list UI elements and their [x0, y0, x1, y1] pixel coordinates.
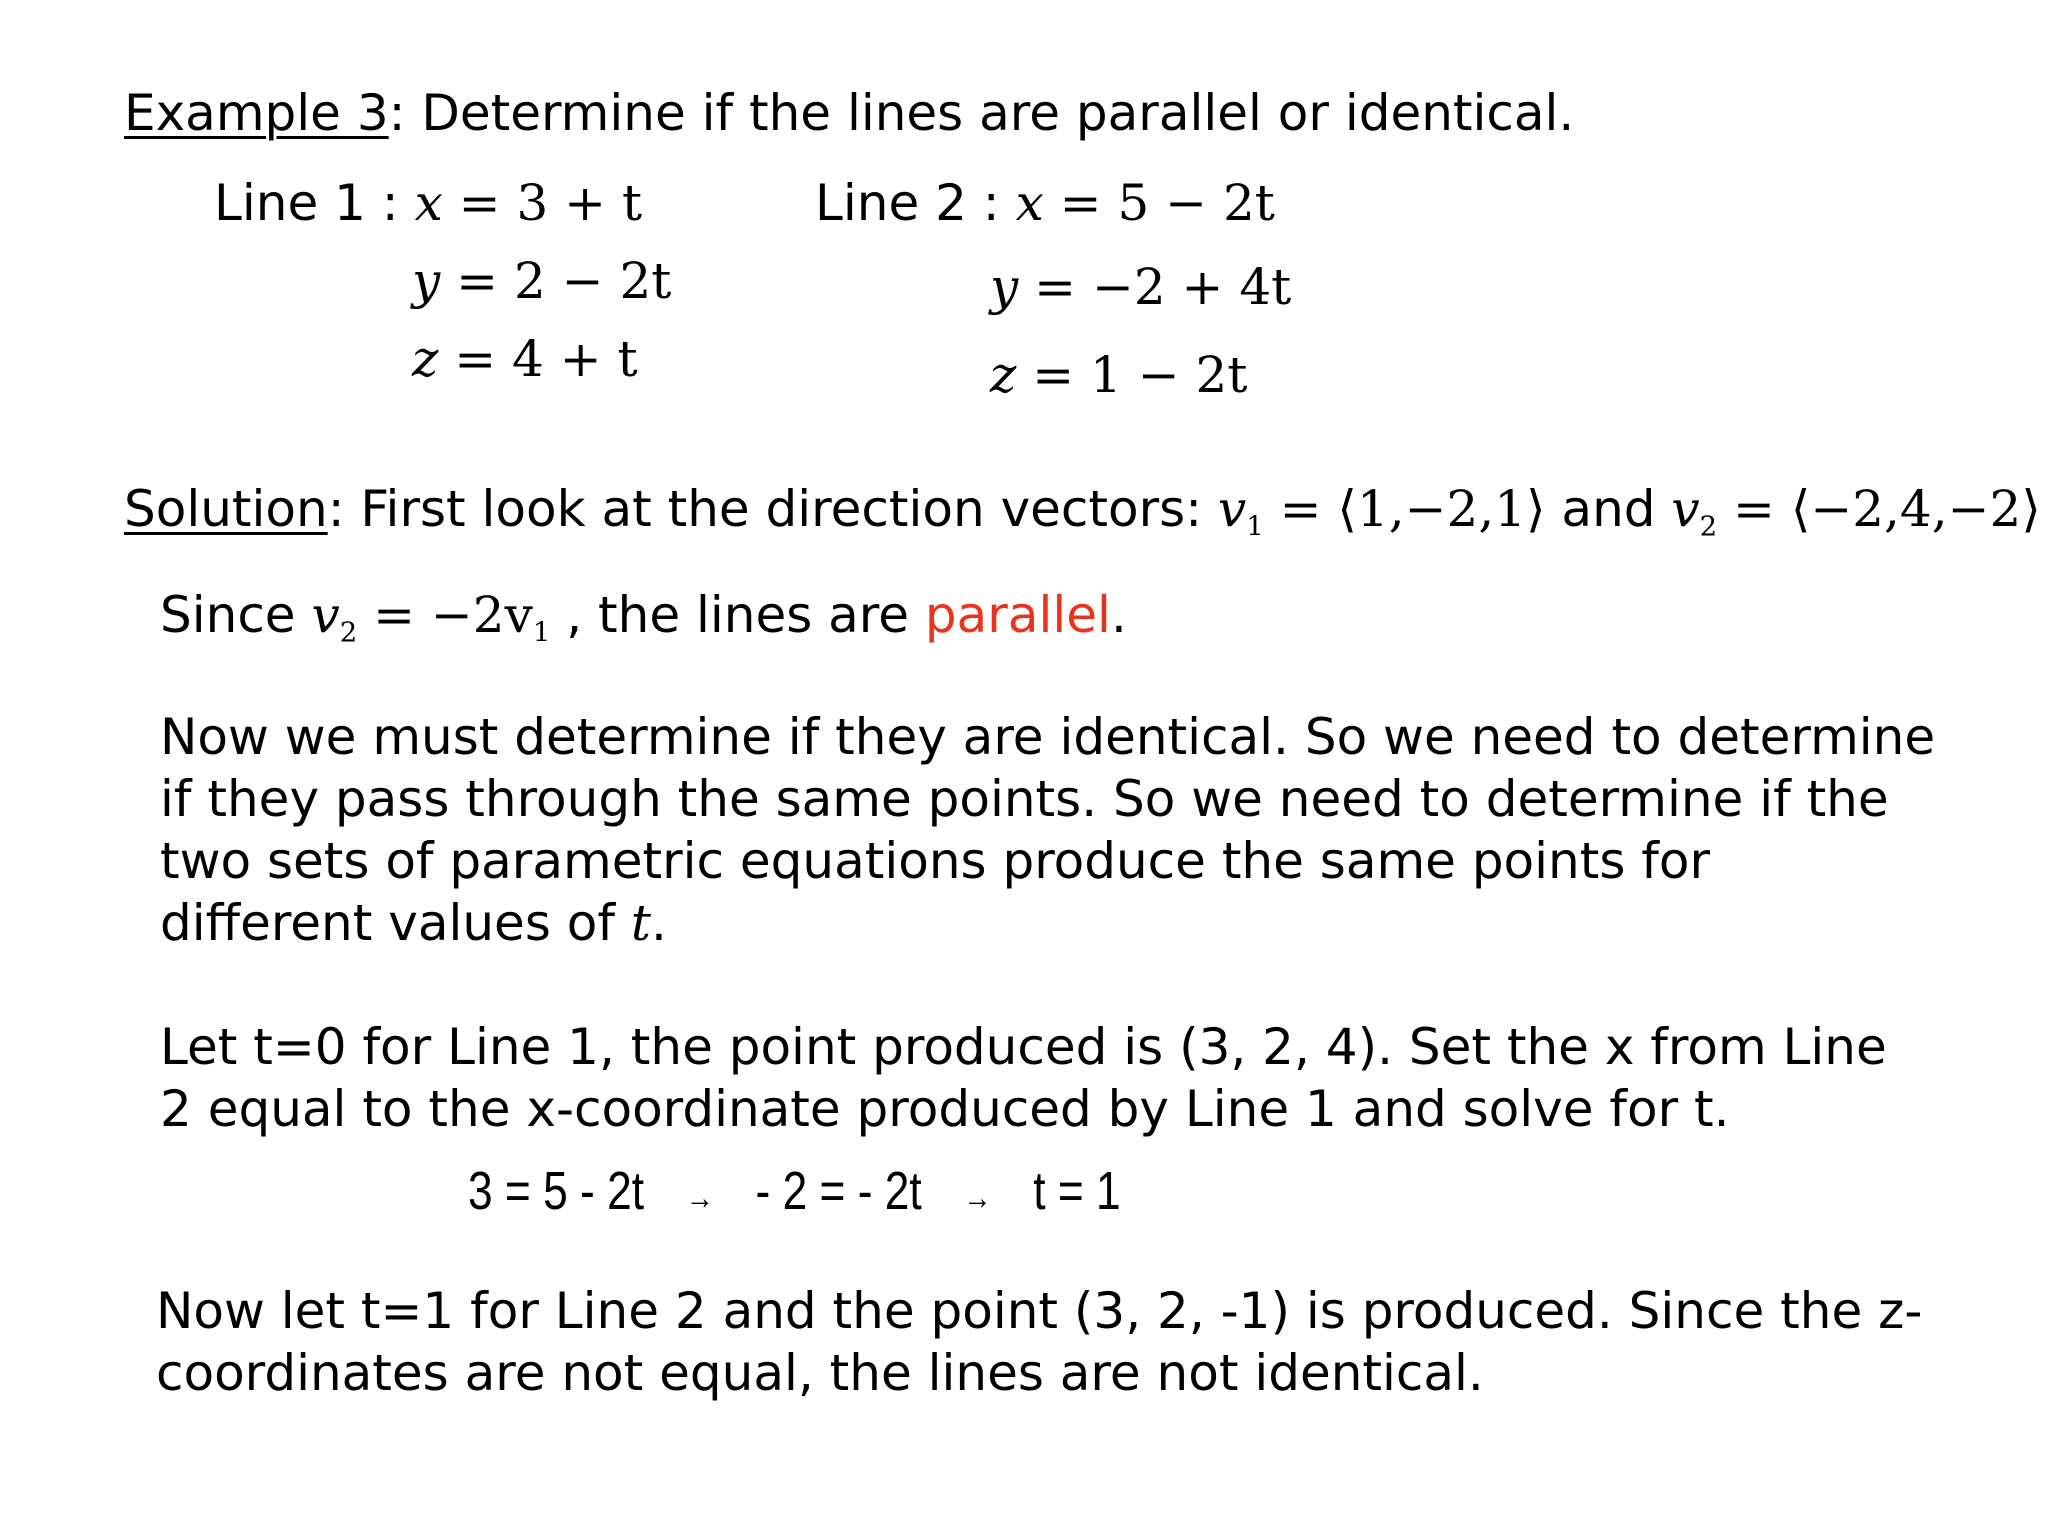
v1-subscript: 1 [1246, 510, 1264, 543]
equation-part2: - 2 = - 2t [755, 1161, 922, 1221]
since-lhs-subscript: 2 [339, 616, 358, 649]
v2-value: = ⟨−2,4,−2⟩ [1717, 480, 2041, 538]
since-prefix: Since [160, 586, 312, 644]
paragraph1-line3: two sets of parametric equations produce the same points for [160, 832, 1711, 890]
v2-name: v [1671, 480, 1700, 538]
v1-value: = ⟨1,−2,1⟩ [1263, 480, 1546, 538]
since-lhs: v [311, 586, 340, 644]
line2-z-equation [990, 344, 1247, 406]
line1-y-var: y [412, 252, 441, 310]
example-heading [124, 82, 1574, 144]
paragraph1-line4-text: different values of [160, 894, 631, 952]
solution-text: : First look at the direction vectors: [327, 480, 1203, 538]
paragraph-let-t-zero [160, 1016, 1887, 1140]
line1-label: Line 1 : [214, 174, 399, 232]
paragraph1-line4 [160, 892, 1935, 954]
line2-y-expr: = −2 + 4t [1034, 258, 1292, 316]
v2-subscript: 2 [1699, 510, 1718, 543]
paragraph1-line4-var: t [630, 894, 651, 952]
paragraph1-line2: if they pass through the same points. So we need to determine if the [160, 770, 1889, 828]
since-middle: = −2v [357, 586, 533, 644]
paragraph2-line2: 2 equal to the x-coordinate produced by Line 1 and solve for t. [160, 1080, 1730, 1138]
line2-x-expr: = 5 − 2t [1059, 174, 1275, 232]
line2-y-equation [990, 256, 1291, 318]
paragraph3-line1: Now let t=1 for Line 2 and the point (3, 2, -1) is produced. Since the z- [156, 1282, 1923, 1340]
line2-x-equation [815, 172, 1275, 234]
paragraph1-line4-end: . [650, 894, 667, 952]
since-text: , the lines are [550, 586, 925, 644]
v1-name: v [1217, 480, 1247, 538]
line2-y-var: y [990, 258, 1019, 316]
line2-z-expr: = 1 − 2t [1032, 346, 1248, 404]
line2-label: Line 2 : [815, 174, 1000, 232]
arrow-2: → [963, 1179, 992, 1217]
parallel-highlight: parallel [924, 586, 1111, 644]
equation-part1: 3 = 5 - 2t [468, 1161, 645, 1221]
line1-x-expr: = 3 + t [458, 174, 643, 232]
paragraph-identical-check [160, 706, 1935, 954]
line1-x-var: x [414, 174, 443, 232]
and-word: and [1545, 480, 1672, 538]
paragraph1-line1: Now we must determine if they are identical. So we need to determine [160, 708, 1936, 766]
line1-x-equation [214, 172, 642, 234]
since-rhs-subscript: 1 [532, 616, 551, 649]
paragraph3-line2: coordinates are not equal, the lines are not identical. [156, 1344, 1484, 1402]
since-end: . [1110, 586, 1127, 644]
line2-x-var: x [1015, 174, 1044, 232]
paragraph2-line1: Let t=0 for Line 1, the point produced is (3, 2, 4). Set the x from Line [160, 1018, 1887, 1076]
example-question: : Determine if the lines are parallel or identical. [388, 84, 1575, 142]
line1-z-equation [412, 328, 638, 390]
line1-z-var: z [412, 330, 439, 388]
equation-part3: t = 1 [1033, 1161, 1121, 1221]
solution-line [124, 478, 2041, 558]
line1-y-expr: = 2 − 2t [456, 252, 672, 310]
line1-z-expr: = 4 + t [454, 330, 638, 388]
solve-equation [468, 1158, 1121, 1231]
since-line [160, 584, 1127, 664]
paragraph-conclusion [156, 1280, 1922, 1404]
solution-label: Solution [124, 480, 328, 538]
line2-z-var: z [990, 346, 1017, 404]
arrow-1: → [685, 1179, 714, 1217]
line1-y-equation [412, 250, 671, 312]
example-label: Example 3 [124, 84, 389, 142]
